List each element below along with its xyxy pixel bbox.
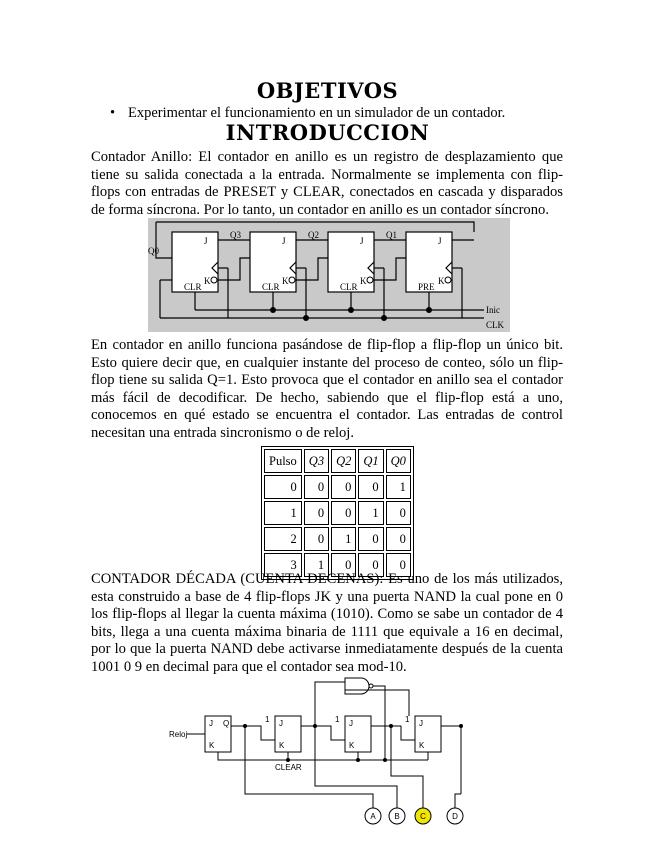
label-q3: Q3 xyxy=(230,230,241,240)
table-cell: 0 xyxy=(358,553,383,577)
table-cell: 0 xyxy=(331,553,356,577)
table-cell: 2 xyxy=(264,527,302,551)
table-cell: 1 xyxy=(358,501,383,525)
table-cell: 0 xyxy=(358,527,383,551)
ring-counter-explanation: En contador en anillo funciona pasándose de flip-flop a flip-flop un único bit. Esto quiere decir que, en cualquier instante del proceso de conteo, sólo un flip-flop tiene su salida Q=1. Esto provoca que el contador en anillo sea el contador más fácil de decodificar. De hecho, sabiendo que el flip-flop está a uno, conocemos en qué estado se encuentra el contador. Las entradas de control necesitan una entrada sincronismo o de reloj. xyxy=(91,337,563,441)
output-b: B xyxy=(394,812,400,821)
table-cell: 1 xyxy=(264,501,302,525)
table-cell: 0 xyxy=(386,553,411,577)
header-q3: Q3 xyxy=(304,449,329,473)
ff4-j: J xyxy=(419,719,423,728)
label-k-4: K xyxy=(438,276,445,286)
ff3-k: K xyxy=(349,741,355,750)
label-k-1: K xyxy=(204,276,211,286)
table-cell: 0 xyxy=(264,475,302,499)
label-q2: Q2 xyxy=(308,230,319,240)
header-q2: Q2 xyxy=(331,449,356,473)
ring-counter-diagram xyxy=(148,218,510,332)
table-cell: 3 xyxy=(264,553,302,577)
label-reloj: Reloj xyxy=(169,730,188,739)
table-cell: 1 xyxy=(304,553,329,577)
label-q0: Q0 xyxy=(148,246,159,256)
table-row xyxy=(264,475,411,499)
ff4-k: K xyxy=(419,741,425,750)
label-clr-2: CLR xyxy=(262,282,280,292)
pulse-table-header xyxy=(264,449,411,473)
objetivos-bullet: • Experimentar el funcionamiento en un simulador de un contador. xyxy=(110,105,506,121)
label-q1: Q1 xyxy=(386,230,397,240)
one-label-2: 1 xyxy=(265,715,270,724)
label-clr-3: CLR xyxy=(340,282,358,292)
output-d: D xyxy=(452,812,458,821)
table-cell: 0 xyxy=(386,527,411,551)
table-cell: 0 xyxy=(304,475,329,499)
header-q0: Q0 xyxy=(386,449,411,473)
label-j-1: J xyxy=(204,236,208,246)
label-clr-1: CLR xyxy=(184,282,202,292)
ff1-j: J xyxy=(209,719,213,728)
introduccion-heading: INTRODUCCION xyxy=(225,120,430,145)
table-row xyxy=(264,527,411,551)
label-inic: Inic xyxy=(486,305,500,315)
label-pre: PRE xyxy=(418,282,435,292)
label-k-2: K xyxy=(282,276,289,286)
output-c: C xyxy=(420,812,426,821)
table-row xyxy=(264,501,411,525)
table-cell: 0 xyxy=(386,501,411,525)
label-clk: CLK xyxy=(486,320,504,330)
ff2-k: K xyxy=(279,741,285,750)
header-pulso: Pulso xyxy=(264,449,302,473)
objetivos-bullet-text: Experimentar el funcionamiento en un simulador de un contador. xyxy=(128,105,506,121)
ff1-k: K xyxy=(209,741,215,750)
objetivos-heading: OBJETIVOS xyxy=(256,78,399,103)
output-a: A xyxy=(370,812,376,821)
ff1-q: Q xyxy=(223,719,230,728)
label-j-2: J xyxy=(282,236,286,246)
label-j-3: J xyxy=(360,236,364,246)
ff2-j: J xyxy=(279,719,283,728)
label-j-4: J xyxy=(438,236,442,246)
pulse-table xyxy=(261,446,414,580)
one-label-3: 1 xyxy=(335,715,340,724)
table-cell: 0 xyxy=(358,475,383,499)
ring-counter-paragraph: Contador Anillo: El contador en anillo es un registro de desplazamiento que tiene su salida conectada a la entrada. Normalmente se implementa con flip-flops con entradas de PRESET y CLEAR, conectados en cascada y disparados de forma síncrona. Por lo tanto, un contador en anillo es un contador síncrono. xyxy=(91,149,563,218)
one-label-4: 1 xyxy=(405,715,410,724)
table-cell: 0 xyxy=(304,527,329,551)
table-cell: 1 xyxy=(386,475,411,499)
ff3-j: J xyxy=(349,719,353,728)
header-q1: Q1 xyxy=(358,449,383,473)
table-cell: 0 xyxy=(304,501,329,525)
table-cell: 1 xyxy=(331,527,356,551)
table-cell: 0 xyxy=(331,475,356,499)
label-k-3: K xyxy=(360,276,367,286)
table-cell: 0 xyxy=(331,501,356,525)
decade-counter-paragraph: CONTADOR DÉCADA (CUENTA DECENAS): Es uno de los más utilizados, esta construido a base de 4 flip-flops JK y una puerta NAND la cual pone en 0 los flip-flops al llegar la cuenta máxima (1010). Como se sabe un contador de 4 bits, llega a una cuenta máxima binaria de 1111 que equivale a 16 en decimal, por lo que la puerta NAND debe activarse inmediatamente después de la cuenta 1001 0 9 en decimal para que el contador sea mod-10. xyxy=(91,571,563,675)
decade-counter-diagram xyxy=(165,676,475,826)
label-clear: CLEAR xyxy=(275,763,302,772)
